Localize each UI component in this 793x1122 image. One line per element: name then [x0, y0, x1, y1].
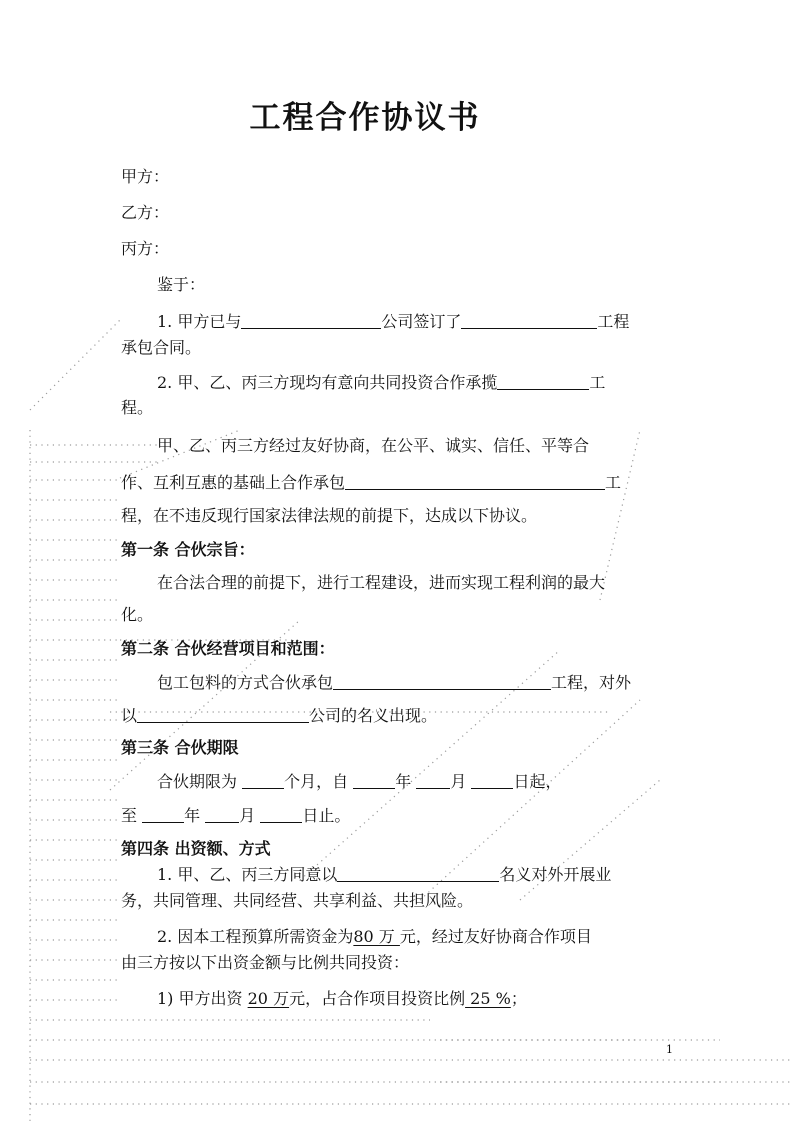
- article-3-text-1a: 合伙期限为: [157, 772, 238, 791]
- document-title: 工程合作协议书: [249, 100, 481, 136]
- blank-field: [471, 773, 513, 789]
- article-4-text-2a: 2. 因本工程预算所需资金为: [157, 927, 354, 946]
- article-4-para-2-line-1: [121, 927, 713, 947]
- article-1-heading: 第一条 合伙宗旨：: [121, 540, 255, 559]
- blank-field: [337, 866, 499, 882]
- intro-line-3: 程，在不违反现行国家法律法规的前提下，达成以下协议。: [121, 506, 538, 525]
- item-1-line-1: [121, 312, 713, 332]
- intro-line-1: 甲、乙、丙三方经过友好协商，在公平、诚实、信任、平等合: [157, 436, 590, 455]
- article-4-text-3a: 1) 甲方出资: [157, 989, 248, 1008]
- article-3-text-2b: 年: [184, 806, 201, 825]
- party-a-amount: 20 万: [247, 989, 290, 1008]
- blank-field: [353, 773, 395, 789]
- article-2-text-2b: 公司的名义出现。: [309, 706, 438, 725]
- blank-field: [461, 313, 597, 329]
- article-3-text-2a: 至: [121, 806, 138, 825]
- article-3-text-2d: 日止。: [302, 806, 351, 825]
- article-3-heading: 第三条 合伙期限: [121, 738, 239, 757]
- article-4-heading: 第四条 出资额、方式: [121, 839, 271, 858]
- article-3-text-1c: 年: [395, 772, 412, 791]
- party-b-label: 乙方：: [121, 203, 170, 222]
- item-1-text-2: 公司签订了: [381, 312, 462, 331]
- whereas-label: 鉴于：: [157, 275, 206, 294]
- blank-field: [205, 807, 239, 823]
- article-2-line-1: [121, 673, 713, 693]
- article-4-para-1-line-2: 务，共同管理、共同经营、共享利益、共担风险。: [121, 891, 474, 910]
- party-a-percentage: 25 %: [465, 989, 511, 1008]
- article-4-text-1b: 名义对外开展业: [499, 865, 612, 884]
- item-1-line-2: 承包合同。: [121, 338, 202, 357]
- article-2-line-2: [121, 706, 677, 726]
- intro-line-2: [121, 473, 677, 493]
- article-2-text-1b: 工程，对外: [551, 673, 632, 692]
- article-1-line-2: 化。: [121, 605, 154, 624]
- blank-field: [345, 474, 605, 490]
- item-2-text-1: 2. 甲、乙、丙三方现均有意向共同投资合作承揽: [157, 373, 498, 392]
- blank-field: [242, 773, 284, 789]
- article-3-text-1b: 个月，自: [284, 772, 349, 791]
- article-4-text-3b: 元，占合作项目投资比例: [289, 989, 466, 1008]
- article-4-party-a-contribution: [121, 989, 713, 1009]
- article-4-para-1-line-1: [121, 865, 713, 885]
- budget-amount: 80 万: [353, 927, 400, 946]
- page-number: 1: [666, 1043, 673, 1056]
- blank-field: [137, 707, 309, 723]
- party-a-label: 甲方：: [121, 167, 170, 186]
- article-4-text-1a: 1. 甲、乙、丙三方同意以: [157, 865, 338, 884]
- article-3-text-1e: 日起，: [513, 772, 562, 791]
- article-1-line-1: 在合法合理的前提下，进行工程建设，进而实现工程利润的最大: [157, 573, 606, 592]
- article-3-text-2c: 月: [239, 806, 256, 825]
- article-2-text-1a: 包工包料的方式合伙承包: [157, 673, 334, 692]
- article-2-heading: 第二条 合伙经营项目和范围：: [121, 639, 335, 658]
- blank-field: [497, 374, 589, 390]
- item-1-text-1: 1. 甲方已与: [157, 312, 242, 331]
- blank-field: [333, 674, 551, 690]
- blank-field: [260, 807, 302, 823]
- article-4-text-2b: 元，经过友好协商合作项目: [399, 927, 592, 946]
- article-3-line-2: [121, 806, 677, 826]
- item-2-line-1: [121, 373, 713, 393]
- party-c-label: 丙方：: [121, 239, 170, 258]
- item-2-text-2: 工: [589, 373, 606, 392]
- item-1-text-3: 工程: [597, 312, 630, 331]
- article-4-para-2-line-2: 由三方按以下出资金额与比例共同投资：: [121, 953, 410, 972]
- article-2-text-2a: 以: [121, 706, 138, 725]
- intro-text-2a: 作、互利互惠的基础上合作承包: [121, 473, 346, 492]
- article-3-line-1: [121, 772, 713, 792]
- item-2-line-2: 程。: [121, 398, 154, 417]
- blank-field: [142, 807, 184, 823]
- article-4-text-3c: ；: [510, 989, 527, 1008]
- blank-field: [416, 773, 450, 789]
- blank-field: [241, 313, 381, 329]
- article-3-text-1d: 月: [450, 772, 467, 791]
- intro-text-2b: 工: [605, 473, 622, 492]
